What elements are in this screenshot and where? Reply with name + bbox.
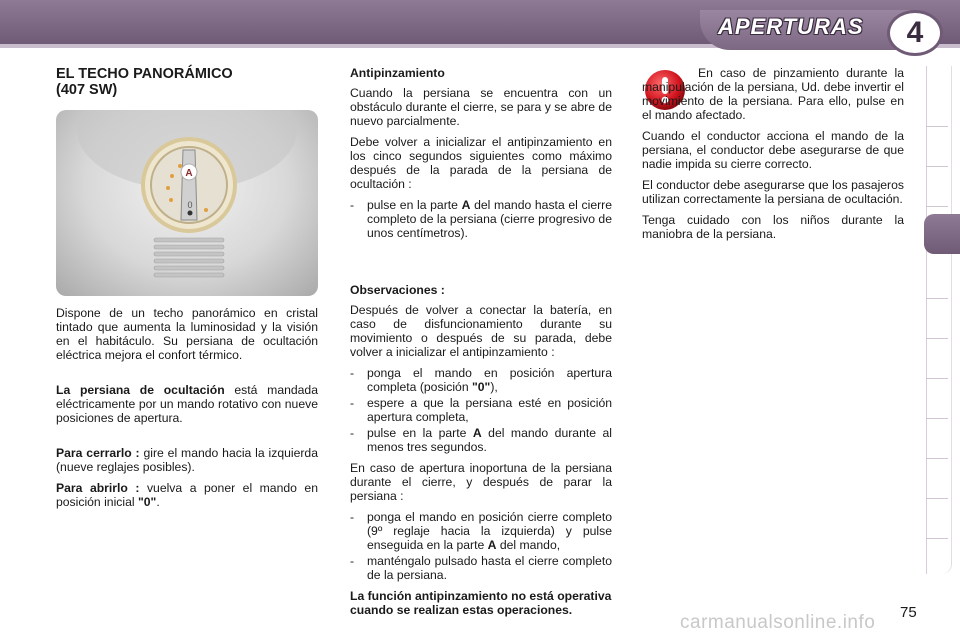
warning-paragraph-4: Tenga cuidado con los niños durante la maniobra de la persiana. bbox=[642, 213, 904, 241]
abrirlo-bold: Para abrirlo : bbox=[56, 481, 140, 495]
cerrarlo-text: gire el mando hacia la izquierda (nueve reglajes posibles). bbox=[56, 446, 318, 474]
observaciones-p1: Después de volver a conectar la batería, en caso de disfuncionamiento durante su movimiento o después de su parada, debe volver a inicializar el antipinzamiento : bbox=[350, 303, 612, 359]
step-part-label: A bbox=[472, 426, 482, 440]
cerrarlo-paragraph bbox=[56, 446, 318, 474]
page-number: 75 bbox=[900, 604, 917, 621]
tab-divider bbox=[926, 458, 948, 459]
column-right bbox=[642, 66, 904, 248]
warning-paragraph-1: En caso de pinzamiento durante la manipulación de la persiana, Ud. debe invertir el movimiento de la persiana. Para ello, pulse en el mando afectado. bbox=[642, 66, 904, 122]
section-title-line1: EL TECHO PANORÁMICO bbox=[56, 66, 233, 82]
column-left bbox=[56, 66, 318, 516]
abrirlo-paragraph bbox=[56, 481, 318, 509]
column-middle bbox=[350, 66, 612, 624]
list-dash: - bbox=[350, 396, 355, 410]
section-title-line2: (407 SW) bbox=[56, 82, 118, 98]
list-dash: - bbox=[350, 510, 355, 524]
step-value: "0" bbox=[472, 380, 491, 394]
chapter-title: APERTURAS bbox=[718, 14, 864, 39]
tab-divider bbox=[926, 298, 948, 299]
photo-label-a: A bbox=[185, 168, 193, 179]
list-item bbox=[350, 554, 612, 582]
warning-paragraph-3: El conductor debe asegurarse que los pasajeros utilizan correctamente la persiana de ocultación. bbox=[642, 178, 904, 206]
tab-divider bbox=[926, 538, 948, 539]
inoportuna-paragraph: En caso de apertura inoportuna de la persiana durante el cierre, y después de parar la persiana : bbox=[350, 461, 612, 503]
list-item bbox=[350, 366, 612, 394]
persiana-bold: La persiana de ocultación bbox=[56, 383, 225, 397]
step-text: del mando hasta el cierre completo de la persiana (cierre progresivo de unos centímetros). bbox=[367, 198, 612, 240]
antipinzamiento-steps bbox=[350, 198, 612, 240]
list-item bbox=[350, 510, 612, 552]
tab-divider bbox=[926, 206, 948, 207]
list-dash: - bbox=[350, 366, 355, 380]
tab-divider bbox=[926, 338, 948, 339]
warning-paragraph-2: Cuando el conductor acciona el mando de la persiana, el conductor debe asegurarse de que nadie impida su cierre correcto. bbox=[642, 129, 904, 171]
observaciones-steps bbox=[350, 366, 612, 454]
abrirlo-value: "0" bbox=[137, 495, 157, 509]
tab-divider bbox=[926, 418, 948, 419]
tab-divider bbox=[926, 166, 948, 167]
persiana-text: está mandada eléctricamente por un mando rotativo con nueve posiciones de apertura. bbox=[56, 383, 318, 425]
list-item bbox=[350, 396, 612, 424]
antipinzamiento-p2: Debe volver a inicializar el antipinzamiento en los cinco segundos siguientes como máximo después de la parada de la persiana de ocultación : bbox=[350, 135, 612, 191]
step-part-label: A bbox=[461, 198, 471, 212]
step-text: del mando durante al menos tres segundos. bbox=[367, 426, 612, 454]
step-text: espere a que la persiana esté en posición apertura completa, bbox=[367, 396, 612, 424]
chapter-number-badge: 4 bbox=[887, 10, 943, 56]
watermark: carmanualsonline.info bbox=[680, 612, 876, 633]
step-part-label: A bbox=[487, 538, 497, 552]
section-title bbox=[56, 66, 318, 98]
list-item bbox=[350, 198, 612, 240]
list-dash: - bbox=[350, 426, 355, 440]
active-chapter-tab[interactable] bbox=[924, 214, 960, 254]
step-text: pulse en la parte bbox=[367, 198, 462, 212]
list-dash: - bbox=[350, 198, 355, 212]
antipinzamiento-warning: La función antipinzamiento no está operativa cuando se realizan estas operaciones. bbox=[350, 589, 612, 617]
list-dash: - bbox=[350, 554, 355, 568]
photo-label-0: 0 bbox=[187, 200, 193, 210]
intro-paragraph: Dispone de un techo panorámico en cristal tintado que aumenta la luminosidad y la visión en el habitáculo. Su persiana de ocultación eléctrica mejora el confort térmico. bbox=[56, 306, 318, 362]
step-text: ponga el mando en posición apertura completa (posición bbox=[367, 366, 612, 394]
cerrarlo-bold: Para cerrarlo : bbox=[56, 446, 140, 460]
list-item bbox=[350, 426, 612, 454]
inoportuna-steps bbox=[350, 510, 612, 582]
observaciones-title: Observaciones : bbox=[350, 283, 445, 297]
abrirlo-text: vuelva a poner el mando en posición inicial bbox=[56, 481, 318, 509]
step-text: ), bbox=[490, 380, 498, 394]
step-text: ponga el mando en posición cierre completo (9º reglaje hacia la izquierda) y pulse enseguida en la parte bbox=[367, 510, 612, 552]
tab-divider bbox=[926, 378, 948, 379]
tab-divider bbox=[926, 126, 948, 127]
tab-divider bbox=[926, 498, 948, 499]
step-text: del mando, bbox=[496, 538, 561, 552]
antipinzamiento-title: Antipinzamiento bbox=[350, 66, 445, 80]
persiana-paragraph bbox=[56, 383, 318, 425]
antipinzamiento-p1: Cuando la persiana se encuentra con un obstáculo durante el cierre, se para y se abre de nuevo parcialmente. bbox=[350, 86, 612, 128]
step-text: pulse en la parte bbox=[367, 426, 473, 440]
step-text: manténgalo pulsado hasta el cierre completo de la persiana. bbox=[367, 554, 612, 582]
abrirlo-end: . bbox=[156, 495, 160, 509]
